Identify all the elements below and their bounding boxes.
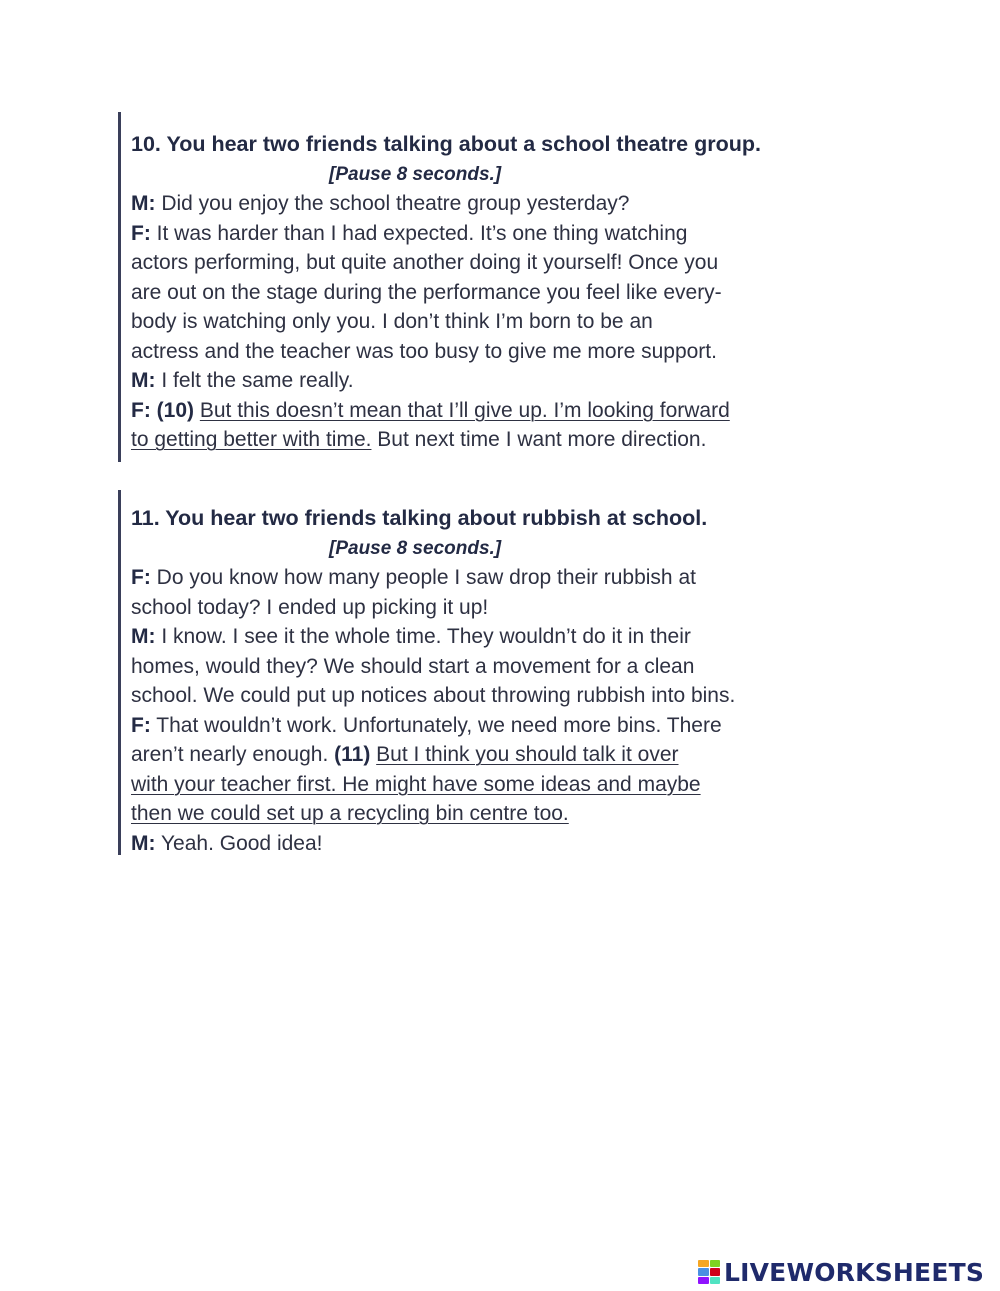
line-text: But next time I want more direction. xyxy=(371,428,707,451)
transcript-line xyxy=(131,366,878,396)
section-11-transcript xyxy=(131,563,878,858)
transcript-line xyxy=(131,219,878,249)
line-text: aren’t nearly enough. xyxy=(131,743,335,766)
transcript-line xyxy=(131,681,878,711)
section-11-pause: [Pause 8 seconds.] xyxy=(329,537,502,559)
speaker-label: F: xyxy=(131,713,151,737)
transcript-line xyxy=(131,829,878,859)
line-text: Did you enjoy the school theatre group yesterday? xyxy=(155,192,630,215)
line-text: school. We could put up notices about throwing rubbish into bins. xyxy=(131,684,736,707)
line-text: actors performing, but quite another doing it yourself! Once you xyxy=(131,251,719,274)
logo-square xyxy=(710,1260,721,1267)
answer-underlined-text: But this doesn’t mean that I’ll give up. I’m looking forward xyxy=(199,398,730,422)
transcript-line xyxy=(131,652,878,682)
liveworksheets-logo[interactable] xyxy=(698,1257,984,1287)
liveworksheets-logo-icon xyxy=(698,1260,720,1284)
section-10-transcript xyxy=(131,189,878,455)
line-text: It was harder than I had expected. It’s one thing watching xyxy=(150,221,688,245)
answer-line xyxy=(131,396,878,426)
line-text: Yeah. Good idea! xyxy=(155,831,323,855)
line-text: Do you know how many people I saw drop their rubbish at xyxy=(150,566,696,589)
line-text: body is watching only you. I don’t think I’m born to be an xyxy=(131,310,653,333)
transcript-line xyxy=(131,278,878,308)
answer-line xyxy=(131,799,878,829)
line-text: are out on the stage during the performance you feel like every- xyxy=(131,280,722,304)
section-11-title: 11. You hear two friends talking about rubbish at school. xyxy=(131,506,708,530)
speaker-label: M: xyxy=(131,831,156,855)
logo-square xyxy=(698,1260,709,1267)
answer-line xyxy=(131,770,878,800)
speaker-label: M: xyxy=(131,369,156,392)
answer-underlined-text: But I think you should talk it over xyxy=(376,743,679,766)
section-10-pause: [Pause 8 seconds.] xyxy=(329,163,502,185)
transcript-line xyxy=(131,622,878,652)
transcript-line xyxy=(131,711,878,741)
logo-square xyxy=(710,1268,721,1275)
line-text: homes, would they? We should start a movement for a clean xyxy=(131,654,695,678)
answer-line xyxy=(131,740,878,770)
speaker-label: M: xyxy=(131,192,156,215)
transcript-line xyxy=(131,563,878,593)
section-11 xyxy=(118,490,878,855)
transcript-line xyxy=(131,189,878,219)
transcript-line xyxy=(131,248,878,278)
logo-square xyxy=(698,1268,709,1275)
answer-speaker-label: F: (10) xyxy=(131,398,194,422)
line-text: school today? I ended up picking it up! xyxy=(131,595,489,619)
speaker-label: F: xyxy=(131,221,151,245)
section-10 xyxy=(118,112,878,462)
section-10-title: 10. You hear two friends talking about a school theatre group. xyxy=(131,132,761,156)
line-text: I felt the same really. xyxy=(155,369,354,392)
line-text: actress and the teacher was too busy to give me more support. xyxy=(131,339,717,363)
answer-marker: (11) xyxy=(334,743,371,766)
answer-underlined-text: to getting better with time. xyxy=(131,428,372,451)
logo-square xyxy=(698,1277,709,1284)
transcript-line xyxy=(131,337,878,367)
line-text: That wouldn’t work. Unfortunately, we need more bins. There xyxy=(150,713,722,737)
answer-underlined-text: with your teacher first. He might have some ideas and maybe xyxy=(131,772,701,796)
speaker-label: M: xyxy=(131,625,156,648)
speaker-label: F: xyxy=(131,566,151,589)
logo-text: LIVEWORKSHEETS xyxy=(724,1257,985,1287)
answer-line xyxy=(131,425,878,455)
logo-square xyxy=(710,1277,721,1284)
transcript-line xyxy=(131,307,878,337)
transcript-line xyxy=(131,593,878,623)
answer-underlined-text: then we could set up a recycling bin centre too. xyxy=(131,802,569,825)
line-text: I know. I see it the whole time. They wouldn’t do it in their xyxy=(155,625,691,648)
